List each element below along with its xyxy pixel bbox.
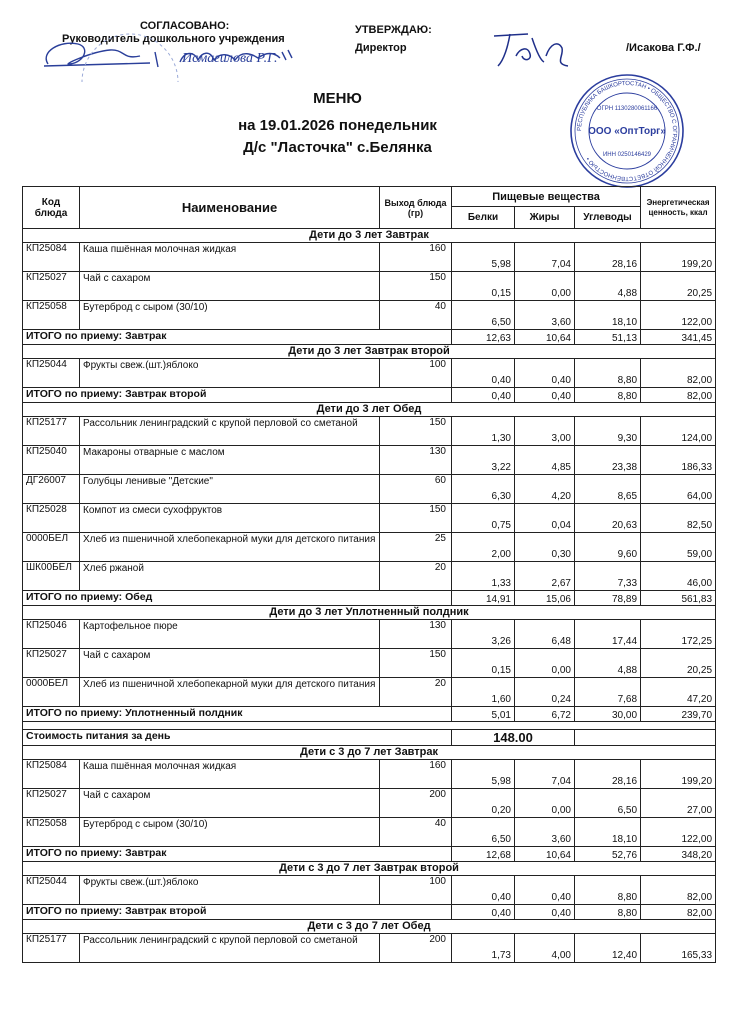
approved-name: /Исакова Г.Ф./ [626, 42, 701, 54]
energy-value: 165,33 [641, 934, 716, 963]
dish-code: КП25084 [23, 243, 80, 272]
agreed-title: СОГЛАСОВАНО: [140, 20, 230, 32]
proteins-value: 6,30 [452, 475, 515, 504]
carbs-value: 9,30 [575, 417, 641, 446]
director-signature [488, 26, 578, 70]
total-fats: 15,06 [515, 591, 575, 606]
energy-value: 82,00 [641, 359, 716, 388]
table-row [23, 818, 716, 847]
approved-role: Директор [355, 42, 407, 54]
dish-name: Чай с сахаром [80, 789, 380, 818]
table-row [23, 934, 716, 963]
header-proteins: Белки [452, 207, 515, 229]
header-carbs: Углеводы [575, 207, 641, 229]
meal-section-header [23, 862, 716, 876]
carbs-value: 8,80 [575, 876, 641, 905]
total-proteins: 14,91 [452, 591, 515, 606]
dish-code: КП25058 [23, 818, 80, 847]
table-row [23, 562, 716, 591]
meal-section-header [23, 403, 716, 417]
fats-value: 0,04 [515, 504, 575, 533]
meal-total-row [23, 707, 716, 722]
meal-section-header [23, 606, 716, 620]
proteins-value: 0,40 [452, 359, 515, 388]
dish-yield: 160 [380, 760, 452, 789]
total-proteins: 5,01 [452, 707, 515, 722]
spacer-row [23, 722, 716, 730]
agreed-role: Руководитель дошкольного учреждения [62, 33, 285, 45]
table-row [23, 417, 716, 446]
meal-total-row [23, 330, 716, 345]
fats-value: 4,20 [515, 475, 575, 504]
table-row [23, 243, 716, 272]
dish-code: КП25044 [23, 876, 80, 905]
carbs-value: 28,16 [575, 760, 641, 789]
header-yield: Выход блюда (гр) [380, 187, 452, 229]
carbs-value: 6,50 [575, 789, 641, 818]
daily-cost-empty [575, 730, 716, 746]
total-energy: 82,00 [641, 905, 716, 920]
agreed-sign-name: Исмагилова Р.Г. [182, 51, 278, 66]
carbs-value: 4,88 [575, 272, 641, 301]
energy-value: 172,25 [641, 620, 716, 649]
document-place: Д/с "Ласточка" с.Белянка [243, 139, 432, 156]
total-fats: 0,40 [515, 905, 575, 920]
document-title: МЕНЮ [313, 90, 362, 107]
meal-total-row [23, 591, 716, 606]
meal-section-header [23, 345, 716, 359]
proteins-value: 3,22 [452, 446, 515, 475]
dish-code: ДГ26007 [23, 475, 80, 504]
dish-name: Хлеб из пшеничной хлебопекарной муки для детского питания [80, 533, 380, 562]
energy-value: 122,00 [641, 301, 716, 330]
fats-value: 3,60 [515, 818, 575, 847]
carbs-value: 18,10 [575, 301, 641, 330]
total-label: ИТОГО по приему: Завтрак второй [23, 905, 452, 920]
header-code: Код блюда [23, 187, 80, 229]
total-fats: 10,64 [515, 847, 575, 862]
stamp-inn: ИНН 0250146429 [602, 152, 652, 158]
dish-yield: 150 [380, 272, 452, 301]
section-title: Дети до 3 лет Завтрак [23, 229, 716, 243]
fats-value: 3,00 [515, 417, 575, 446]
dish-name: Хлеб ржаной [80, 562, 380, 591]
proteins-value: 0,15 [452, 272, 515, 301]
dish-yield: 25 [380, 533, 452, 562]
dish-code: КП25028 [23, 504, 80, 533]
table-row [23, 272, 716, 301]
spacer-cell [23, 722, 716, 730]
carbs-value: 23,38 [575, 446, 641, 475]
carbs-value: 8,65 [575, 475, 641, 504]
table-row [23, 533, 716, 562]
dish-code: КП25046 [23, 620, 80, 649]
carbs-value: 18,10 [575, 818, 641, 847]
daily-cost-label: Стоимость питания за день [23, 730, 452, 746]
dish-name: Фрукты свеж.(шт.)яблоко [80, 876, 380, 905]
proteins-value: 5,98 [452, 760, 515, 789]
fats-value: 7,04 [515, 243, 575, 272]
fats-value: 0,40 [515, 359, 575, 388]
total-fats: 0,40 [515, 388, 575, 403]
menu-body [23, 229, 716, 963]
total-proteins: 12,68 [452, 847, 515, 862]
fats-value: 0,00 [515, 649, 575, 678]
fats-value: 0,40 [515, 876, 575, 905]
header-name: Наименование [80, 187, 380, 229]
total-carbs: 51,13 [575, 330, 641, 345]
fats-value: 2,67 [515, 562, 575, 591]
energy-value: 82,00 [641, 876, 716, 905]
energy-value: 199,20 [641, 760, 716, 789]
total-proteins: 0,40 [452, 905, 515, 920]
proteins-value: 1,33 [452, 562, 515, 591]
carbs-value: 7,33 [575, 562, 641, 591]
proteins-value: 1,73 [452, 934, 515, 963]
energy-value: 122,00 [641, 818, 716, 847]
total-label: ИТОГО по приему: Завтрак [23, 847, 452, 862]
fats-value: 4,00 [515, 934, 575, 963]
table-row [23, 301, 716, 330]
dish-yield: 40 [380, 301, 452, 330]
dish-code: КП25058 [23, 301, 80, 330]
carbs-value: 8,80 [575, 359, 641, 388]
meal-total-row [23, 847, 716, 862]
fats-value: 7,04 [515, 760, 575, 789]
total-label: ИТОГО по приему: Завтрак [23, 330, 452, 345]
dish-name: Чай с сахаром [80, 649, 380, 678]
proteins-value: 6,50 [452, 301, 515, 330]
dish-name: Голубцы ленивые "Детские" [80, 475, 380, 504]
energy-value: 64,00 [641, 475, 716, 504]
meal-total-row [23, 905, 716, 920]
proteins-value: 1,30 [452, 417, 515, 446]
fats-value: 6,48 [515, 620, 575, 649]
section-title: Дети до 3 лет Обед [23, 403, 716, 417]
energy-value: 27,00 [641, 789, 716, 818]
fats-value: 0,00 [515, 789, 575, 818]
table-row [23, 789, 716, 818]
table-row [23, 475, 716, 504]
total-energy: 82,00 [641, 388, 716, 403]
total-energy: 561,83 [641, 591, 716, 606]
energy-value: 186,33 [641, 446, 716, 475]
energy-value: 124,00 [641, 417, 716, 446]
total-fats: 10,64 [515, 330, 575, 345]
carbs-value: 9,60 [575, 533, 641, 562]
dish-yield: 100 [380, 359, 452, 388]
energy-value: 20,25 [641, 272, 716, 301]
total-carbs: 78,89 [575, 591, 641, 606]
proteins-value: 5,98 [452, 243, 515, 272]
section-title: Дети с 3 до 7 лет Завтрак [23, 746, 716, 760]
total-carbs: 8,80 [575, 388, 641, 403]
dish-name: Хлеб из пшеничной хлебопекарной муки для детского питания [80, 678, 380, 707]
menu-table [22, 186, 716, 963]
header-nutrients: Пищевые вещества [452, 187, 641, 207]
dish-code: 0000БЕЛ [23, 678, 80, 707]
dish-name: Рассольник ленинградский с крупой перловой со сметаной [80, 934, 380, 963]
carbs-value: 12,40 [575, 934, 641, 963]
fats-value: 0,00 [515, 272, 575, 301]
section-title: Дети до 3 лет Завтрак второй [23, 345, 716, 359]
section-title: Дети до 3 лет Уплотненный полдник [23, 606, 716, 620]
dish-yield: 20 [380, 562, 452, 591]
table-row [23, 446, 716, 475]
total-label: ИТОГО по приему: Уплотненный полдник [23, 707, 452, 722]
meal-section-header [23, 920, 716, 934]
table-row [23, 359, 716, 388]
dish-name: Компот из смеси сухофруктов [80, 504, 380, 533]
total-carbs: 30,00 [575, 707, 641, 722]
dish-name: Рассольник ленинградский с крупой перловой со сметаной [80, 417, 380, 446]
dish-code: КП25084 [23, 760, 80, 789]
dish-yield: 150 [380, 417, 452, 446]
meal-section-header [23, 229, 716, 243]
table-row [23, 620, 716, 649]
total-fats: 6,72 [515, 707, 575, 722]
proteins-value: 2,00 [452, 533, 515, 562]
energy-value: 82,50 [641, 504, 716, 533]
dish-name: Макароны отварные с маслом [80, 446, 380, 475]
daily-cost-value: 148.00 [452, 730, 575, 746]
energy-value: 20,25 [641, 649, 716, 678]
carbs-value: 7,68 [575, 678, 641, 707]
proteins-value: 0,75 [452, 504, 515, 533]
meal-total-row [23, 388, 716, 403]
total-proteins: 12,63 [452, 330, 515, 345]
table-row [23, 504, 716, 533]
dish-name: Чай с сахаром [80, 272, 380, 301]
dish-yield: 100 [380, 876, 452, 905]
stamp-center: ООО «ОптТорг» [588, 126, 666, 137]
table-row [23, 678, 716, 707]
total-energy: 239,70 [641, 707, 716, 722]
dish-yield: 130 [380, 620, 452, 649]
dish-code: КП25027 [23, 789, 80, 818]
proteins-value: 0,20 [452, 789, 515, 818]
dish-code: КП25177 [23, 934, 80, 963]
dish-code: 0000БЕЛ [23, 533, 80, 562]
total-energy: 348,20 [641, 847, 716, 862]
total-energy: 341,45 [641, 330, 716, 345]
stamp-ogrn: ОГРН 1130280061166 [596, 106, 658, 112]
carbs-value: 28,16 [575, 243, 641, 272]
section-title: Дети с 3 до 7 лет Обед [23, 920, 716, 934]
fats-value: 4,85 [515, 446, 575, 475]
dish-name: Каша пшённая молочная жидкая [80, 243, 380, 272]
daily-cost-row [23, 730, 716, 746]
fats-value: 3,60 [515, 301, 575, 330]
table-row [23, 876, 716, 905]
section-title: Дети с 3 до 7 лет Завтрак второй [23, 862, 716, 876]
proteins-value: 3,26 [452, 620, 515, 649]
header-fats: Жиры [515, 207, 575, 229]
dish-code: КП25027 [23, 649, 80, 678]
energy-value: 47,20 [641, 678, 716, 707]
table-row [23, 760, 716, 789]
dish-name: Картофельное пюре [80, 620, 380, 649]
dish-code: КП25027 [23, 272, 80, 301]
dish-yield: 40 [380, 818, 452, 847]
dish-name: Фрукты свеж.(шт.)яблоко [80, 359, 380, 388]
total-proteins: 0,40 [452, 388, 515, 403]
carbs-value: 4,88 [575, 649, 641, 678]
carbs-value: 17,44 [575, 620, 641, 649]
header-energy: Энергетическая ценность, ккал [641, 187, 716, 229]
total-label: ИТОГО по приему: Обед [23, 591, 452, 606]
dish-yield: 150 [380, 504, 452, 533]
energy-value: 59,00 [641, 533, 716, 562]
dish-name: Бутерброд с сыром (30/10) [80, 301, 380, 330]
proteins-value: 0,15 [452, 649, 515, 678]
total-label: ИТОГО по приему: Завтрак второй [23, 388, 452, 403]
dish-yield: 150 [380, 649, 452, 678]
dish-yield: 130 [380, 446, 452, 475]
total-carbs: 52,76 [575, 847, 641, 862]
document-date: на 19.01.2026 понедельник [238, 117, 437, 134]
carbs-value: 20,63 [575, 504, 641, 533]
stamp-ring-text: РЕСПУБЛИКА БАШКОРТОСТАН • ОБЩЕСТВО С ОГРАНИЧЕННОЙ ОТВЕТСТВЕННОСТЬЮ • [576, 80, 678, 182]
dish-code: КП25044 [23, 359, 80, 388]
dish-code: КП25040 [23, 446, 80, 475]
dish-name: Бутерброд с сыром (30/10) [80, 818, 380, 847]
proteins-value: 1,60 [452, 678, 515, 707]
dish-yield: 200 [380, 934, 452, 963]
total-carbs: 8,80 [575, 905, 641, 920]
fats-value: 0,30 [515, 533, 575, 562]
dish-yield: 200 [380, 789, 452, 818]
agreed-signature [30, 22, 300, 82]
energy-value: 46,00 [641, 562, 716, 591]
dish-name: Каша пшённая молочная жидкая [80, 760, 380, 789]
fats-value: 0,24 [515, 678, 575, 707]
proteins-value: 6,50 [452, 818, 515, 847]
dish-code: КП25177 [23, 417, 80, 446]
meal-section-header [23, 746, 716, 760]
proteins-value: 0,40 [452, 876, 515, 905]
dish-yield: 60 [380, 475, 452, 504]
energy-value: 199,20 [641, 243, 716, 272]
dish-yield: 160 [380, 243, 452, 272]
dish-yield: 20 [380, 678, 452, 707]
table-row [23, 649, 716, 678]
dish-code: ШК00БЕЛ [23, 562, 80, 591]
approved-title: УТВЕРЖДАЮ: [355, 24, 432, 36]
